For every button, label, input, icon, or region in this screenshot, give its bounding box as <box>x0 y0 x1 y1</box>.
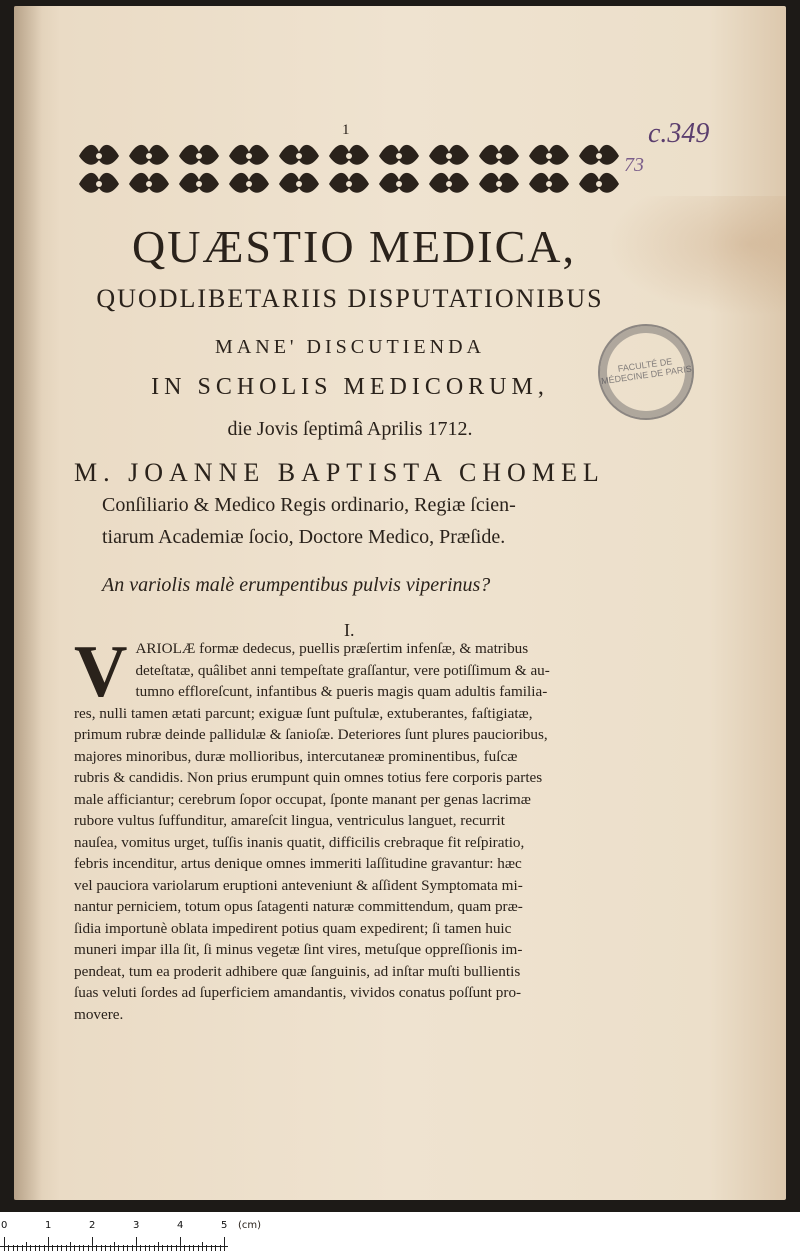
ruler-tick <box>132 1245 133 1251</box>
ruler-tick <box>206 1245 207 1251</box>
body-line: movere. <box>74 1005 124 1023</box>
ruler-label: 4 <box>177 1220 184 1231</box>
ornament-dot <box>596 181 602 187</box>
ruler-tick <box>101 1245 102 1251</box>
ruler-tick <box>26 1242 27 1251</box>
ruler-tick <box>110 1245 111 1251</box>
ornament-dot <box>546 181 552 187</box>
body-line: nantur perniciem, totum opus ſatagenti naturæ committendum, quam præ- <box>74 898 523 915</box>
ruler-tick <box>136 1237 137 1251</box>
ruler-unit: (cm) <box>238 1220 262 1231</box>
body-line: male afficiantur; cerebrum ſopor occupat, ſponte manant per genas lacrimæ <box>74 790 531 808</box>
body-line: rubore vultus ſuffunditur, amareſcit lingua, ventriculus languet, recurrit <box>74 812 505 829</box>
ruler-tick <box>105 1245 106 1251</box>
ruler-tick <box>140 1245 141 1251</box>
body-line: tumno effloreſcunt, infantibus & pueris magis quam adultis familia- <box>135 683 548 700</box>
ruler-tick <box>180 1237 181 1251</box>
ruler-tick <box>202 1242 203 1251</box>
section-number: I. <box>344 620 355 640</box>
ornament-dot <box>246 181 252 187</box>
ornament-dot <box>296 153 302 159</box>
praeses-name: M. JOANNE BAPTISTA CHOMEL <box>74 458 605 487</box>
body-line: majores minoribus, duræ mollioribus, intercutaneæ prominentibus, fuſcæ <box>74 747 518 765</box>
ornament-dot <box>496 181 502 187</box>
ornament-dot <box>346 181 352 187</box>
scale-ruler <box>0 1212 800 1251</box>
ornament-dot <box>146 181 152 187</box>
ruler-tick <box>123 1245 124 1251</box>
ruler-tick <box>4 1237 5 1251</box>
ruler-tick <box>184 1245 185 1251</box>
stamp-text: FACULTÉ DE MÉDECINE DE PARIS <box>600 356 693 387</box>
ruler-tick <box>35 1245 36 1251</box>
ornament-dot <box>196 153 202 159</box>
ruler-tick <box>66 1245 67 1251</box>
ruler-tick <box>154 1245 155 1251</box>
ruler-tick <box>198 1245 199 1251</box>
ornament-dot <box>596 153 602 159</box>
ruler-label: 5 <box>221 1220 228 1231</box>
ruler-tick <box>13 1245 14 1251</box>
ruler-tick <box>158 1242 159 1251</box>
ruler-tick <box>149 1245 150 1251</box>
ruler-tick <box>17 1245 18 1251</box>
handwritten-shelfmark: c.349 <box>648 118 710 149</box>
ruler-tick <box>145 1245 146 1251</box>
ornament-dot <box>96 153 102 159</box>
ruler-label: 1 <box>45 1220 52 1231</box>
ornament-dot <box>146 153 152 159</box>
body-line: deteſtatæ, quâlibet anni tempeſtate graſſantur, vere potiſſimum & au- <box>135 661 550 679</box>
ornament-dot <box>546 153 552 159</box>
body-line: ARIOLÆ formæ dedecus, puellis præſertim infenſæ, & matribus <box>135 640 529 657</box>
ruler-tick <box>8 1245 9 1251</box>
body-line: rubris & candidis. Non prius erumpunt quin omnes totius fere corporis partes <box>74 769 543 786</box>
header-ornament <box>74 138 622 202</box>
book-page <box>14 6 786 1200</box>
ruler-tick <box>61 1245 62 1251</box>
body-line: febris incenditur, artus denique omnes immeriti laſſitudine gravantur: hæc <box>74 855 522 872</box>
paper-stain <box>606 196 786 316</box>
ornament-dot <box>96 181 102 187</box>
subtitle-discutienda: MANE' DISCUTIENDA <box>215 336 485 358</box>
ruler-tick <box>52 1245 53 1251</box>
ruler-tick <box>189 1245 190 1251</box>
body-line: ſidia importunè oblata impedirent potius quam expedirent; ſi tamen huic <box>74 919 512 937</box>
date-line: die Jovis ſeptimâ Aprilis 1712. <box>227 418 473 440</box>
ruler-tick <box>127 1245 128 1251</box>
subtitle-scholis: IN SCHOLIS MEDICORUM, <box>151 374 549 400</box>
ruler-tick <box>48 1237 49 1251</box>
ruler-tick <box>39 1245 40 1251</box>
ruler-tick <box>88 1245 89 1251</box>
body-lines <box>74 631 626 1025</box>
praeses-title-line-1: Conſiliario & Medico Regis ordinario, Regiæ ſcien- <box>102 494 516 516</box>
ruler-tick <box>215 1245 216 1251</box>
handwritten-number: 73 <box>624 154 644 176</box>
library-stamp <box>592 318 700 426</box>
ornament-dot <box>196 181 202 187</box>
ruler-tick <box>118 1245 119 1251</box>
subtitle-disputationibus: QUODLIBETARIIS DISPUTATIONIBUS <box>96 284 604 313</box>
drop-cap: V <box>74 631 128 713</box>
ruler-tick <box>79 1245 80 1251</box>
ruler-tick <box>22 1245 23 1251</box>
body-line: pendeat, tum ea proderit adhibere quæ ſanguinis, ad inſtar muſti bullientis <box>74 962 521 980</box>
ruler-tick <box>211 1245 212 1251</box>
ruler-tick <box>57 1245 58 1251</box>
body-line: muneri impar illa ſit, ſi minus vegetæ ſint vires, metuſque oppreſſionis im- <box>74 941 523 958</box>
body-line: vel pauciora variolarum eruptioni anteveniunt & aſſident Symptomata mi- <box>74 876 523 894</box>
ornament-dot <box>446 181 452 187</box>
ruler-label: 2 <box>89 1220 96 1231</box>
ornament-dot <box>396 181 402 187</box>
ruler-label: 0 <box>1 1220 8 1231</box>
body-line: ſuas veluti ſordes ad ſuperficiem amandantis, vividos conatus poſſunt pro- <box>74 984 522 1001</box>
body-line: primum rubræ deinde pallidulæ & ſanioſæ. Deteriores ſunt plures paucioribus, <box>74 726 548 743</box>
ruler-tick <box>193 1245 194 1251</box>
ruler-tick <box>74 1245 75 1251</box>
page-number: 1 <box>342 122 350 138</box>
praeses-title-line-2: tiarum Academiæ ſocio, Doctore Medico, Præſide. <box>102 526 506 548</box>
body-line: res, nulli tamen ætati parcunt; exiguæ ſunt puſtulæ, extuberantes, faſtigiatæ, <box>74 704 533 722</box>
ruler-tick <box>220 1245 221 1251</box>
ruler-tick <box>96 1245 97 1251</box>
ornament-dot <box>396 153 402 159</box>
ruler-tick <box>114 1242 115 1251</box>
ruler-tick <box>167 1245 168 1251</box>
ruler-label: 3 <box>133 1220 140 1231</box>
ruler-tick <box>70 1242 71 1251</box>
ruler-tick <box>83 1245 84 1251</box>
ruler-tick <box>30 1245 31 1251</box>
ornament-dot <box>496 153 502 159</box>
ornament-dot <box>346 153 352 159</box>
ruler-tick <box>224 1237 225 1251</box>
body-paragraph <box>74 631 626 1025</box>
ruler-tick <box>176 1245 177 1251</box>
question-heading: An variolis malè erumpentibus pulvis viperinus? <box>102 574 491 596</box>
page-title: QUÆSTIO MEDICA, <box>132 221 576 272</box>
ornament-dot <box>296 181 302 187</box>
ornament-dot <box>446 153 452 159</box>
ruler-tick <box>162 1245 163 1251</box>
body-line: nauſea, vomitus urget, tuſſis inanis quatit, difficilis crebraque fit reſpiratio, <box>74 833 525 851</box>
ruler-tick <box>92 1237 93 1251</box>
ruler-tick <box>171 1245 172 1251</box>
ruler-tick <box>44 1245 45 1251</box>
ornament-dot <box>246 153 252 159</box>
